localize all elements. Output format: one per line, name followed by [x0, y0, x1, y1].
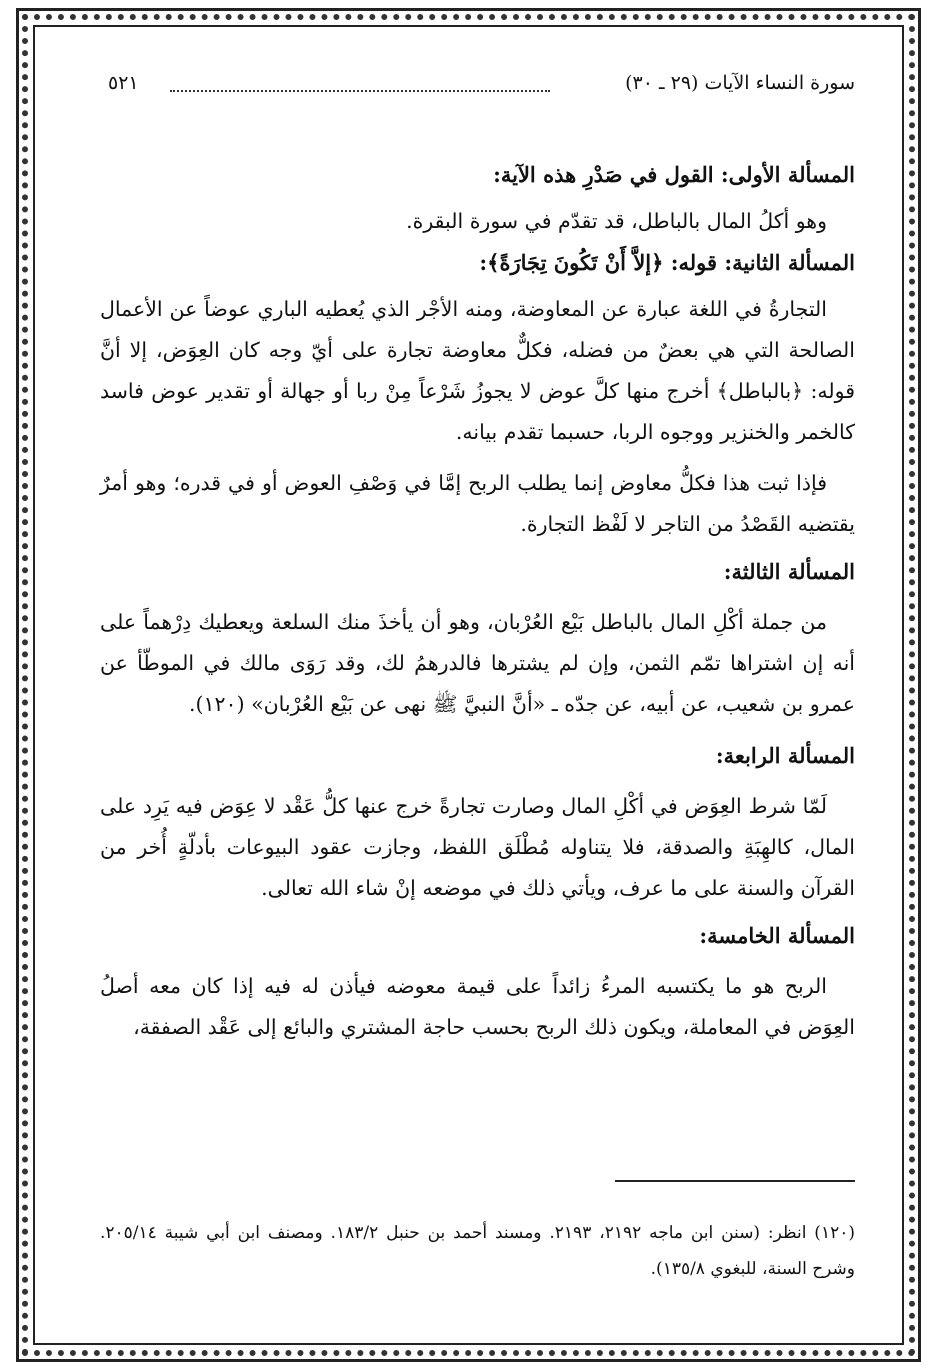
- section-heading-1: المسألة الأولى: القول في صَدْرِ هذه الآية:: [493, 162, 855, 187]
- section-heading-3: المسألة الثالثة:: [723, 559, 855, 584]
- running-header: [100, 72, 855, 104]
- paragraph: التجارةُ في اللغة عبارة عن المعاوضة، ومنه الأجْر الذي يُعطيه الباري عوضاً عن الأعمال الصالحة التي هي بعضٌ من فضله، فكلٌّ معاوضة تجارة على أيّ وجه كان العِوَض، إلا أنَّ قوله: ﴿بالباطل﴾ أخرج منها كلَّ عوض لا يجوزُ شَرْعاً مِنْ ربا أو جهالة أو تقدير عوض فاسد كالخمر والخنزير ووجوه الربا، حسبما تقدم بيانه.: [100, 297, 855, 444]
- page-number: ٥٢١: [108, 72, 139, 94]
- paragraph: فإذا ثبت هذا فكلُّ معاوض إنما يطلب الربح إمَّا في وَصْفِ العوض أو في قدره؛ وهو أمرٌ يقتضيه القَصْدُ من التاجر لا لَفْظ التجارة.: [100, 471, 855, 536]
- paragraph: من جملة أكْلِ المال بالباطل بَيْع العُرْبان، وهو أن يأخذَ منك السلعة ويعطيك دِرْهماً على أنه إن اشتراها تمّم الثمن، وإن لم يشترها فالدرهمُ لك، وقد رَوَى مالك في الموطّأ عن عمرو بن شعيب، عن أبيه، عن جدّه ـ «أنَّ النبيَّ ﷺ نهى عن بَيْع العُرْبان» (١٢٠).: [100, 610, 855, 716]
- paragraph: الربح هو ما يكتسبه المرءُ زائداً على قيمة معوضه فيأذن له فيه إذا كان معه أصلُ العِوَض في المعاملة، ويكون ذلك الربح بحسب حاجة المشتري والبائع إلى عَقْد الصفقة،: [100, 974, 855, 1039]
- section-heading-4: المسألة الرابعة:: [715, 743, 855, 768]
- paragraph: وهو أكلُ المال بالباطل، قد تقدّم في سورة البقرة.: [406, 209, 827, 233]
- section-heading-5: المسألة الخامسة:: [699, 923, 855, 948]
- footnote: (١٢٠) انظر: (سنن ابن ماجه ٢١٩٢، ٢١٩٣. ومسند أحمد بن حنبل ١٨٣/٢. ومصنف ابن أبي شيبة ٢٠٥/١٤. وشرح السنة، للبغوي ١٣٥/٨).: [100, 1223, 855, 1279]
- footnote-separator: [615, 1180, 855, 1182]
- paragraph: لَمّا شرط العِوَض في أكْلِ المال وصارت تجارةً خرج عنها كلُّ عَقْد لا عِوَض فيه يَرِد على المال، كالهِبَةِ والصدقة، فلا يتناوله مُطْلَق اللفظ، وجازت عقود البيوعات بأدلّةٍ أُخر من القرآن والسنة على ما عرف، ويأتي ذلك في موضعه إنْ شاء الله تعالى.: [100, 794, 855, 900]
- page-content: [100, 62, 855, 1322]
- section-heading-2: المسألة الثانية: قوله: ﴿إلاَّ أَنْ تَكُونَ تِجَارَةً﴾:: [479, 250, 855, 275]
- main-text: [100, 154, 855, 1048]
- header-title: سورة النساء الآيات (٢٩ ـ ٣٠): [625, 72, 855, 94]
- header-dot-leader: [170, 76, 550, 92]
